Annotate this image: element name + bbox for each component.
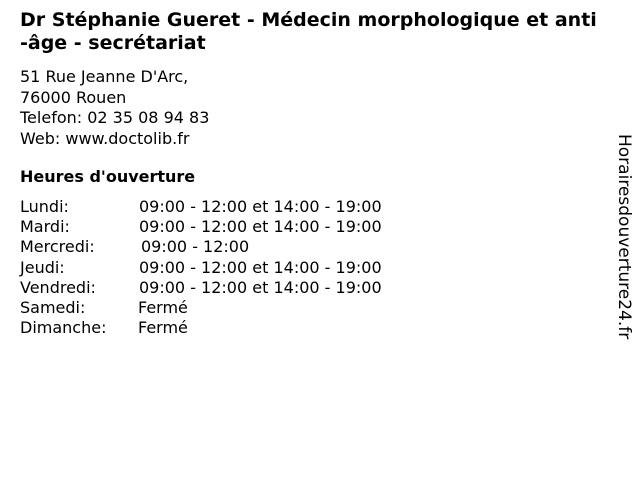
opening-hours-table bbox=[20, 197, 610, 338]
phone-line bbox=[20, 108, 610, 129]
phone-number[interactable]: 02 35 08 94 83 bbox=[87, 108, 210, 127]
web-label: Web: bbox=[20, 128, 61, 148]
site-watermark: Horairesdouverture24.fr bbox=[614, 134, 634, 340]
day-hours: Fermé bbox=[138, 298, 188, 318]
day-label: Mercredi: bbox=[20, 237, 95, 257]
day-hours: Fermé bbox=[138, 318, 188, 338]
address-city: 76000 Rouen bbox=[20, 87, 127, 107]
business-card bbox=[20, 9, 610, 338]
day-hours: 09:00 - 12:00 et 14:00 - 19:00 bbox=[139, 197, 382, 216]
hours-row-thursday bbox=[20, 258, 610, 278]
day-label: Dimanche: bbox=[20, 318, 107, 338]
hours-row-wednesday bbox=[20, 237, 610, 257]
day-label: Lundi: bbox=[20, 197, 69, 216]
web-line bbox=[20, 129, 610, 150]
day-label: Mardi: bbox=[20, 217, 70, 237]
phone-label: Telefon: bbox=[20, 108, 83, 127]
day-label: Samedi: bbox=[20, 298, 86, 318]
contact-block bbox=[20, 67, 610, 149]
day-label: Jeudi: bbox=[20, 257, 65, 277]
web-link[interactable]: www.doctolib.fr bbox=[65, 128, 190, 148]
day-label: Vendredi: bbox=[20, 277, 96, 297]
address-street: 51 Rue Jeanne D'Arc, bbox=[20, 67, 189, 86]
day-hours: 09:00 - 12:00 et 14:00 - 19:00 bbox=[139, 217, 382, 237]
day-hours: 09:00 - 12:00 et 14:00 - 19:00 bbox=[139, 257, 382, 277]
hours-row-monday bbox=[20, 197, 610, 217]
hours-row-tuesday bbox=[20, 217, 610, 237]
hours-row-sunday bbox=[20, 318, 610, 338]
opening-hours-heading: Heures d'ouverture bbox=[20, 167, 196, 186]
hours-row-saturday bbox=[20, 298, 610, 318]
day-hours: 09:00 - 12:00 et 14:00 - 19:00 bbox=[139, 277, 382, 297]
business-title: Dr Stéphanie Gueret - Médecin morphologique et anti-âge - secrétariat bbox=[20, 9, 597, 54]
day-hours: 09:00 - 12:00 bbox=[141, 237, 250, 257]
hours-row-friday bbox=[20, 278, 610, 298]
